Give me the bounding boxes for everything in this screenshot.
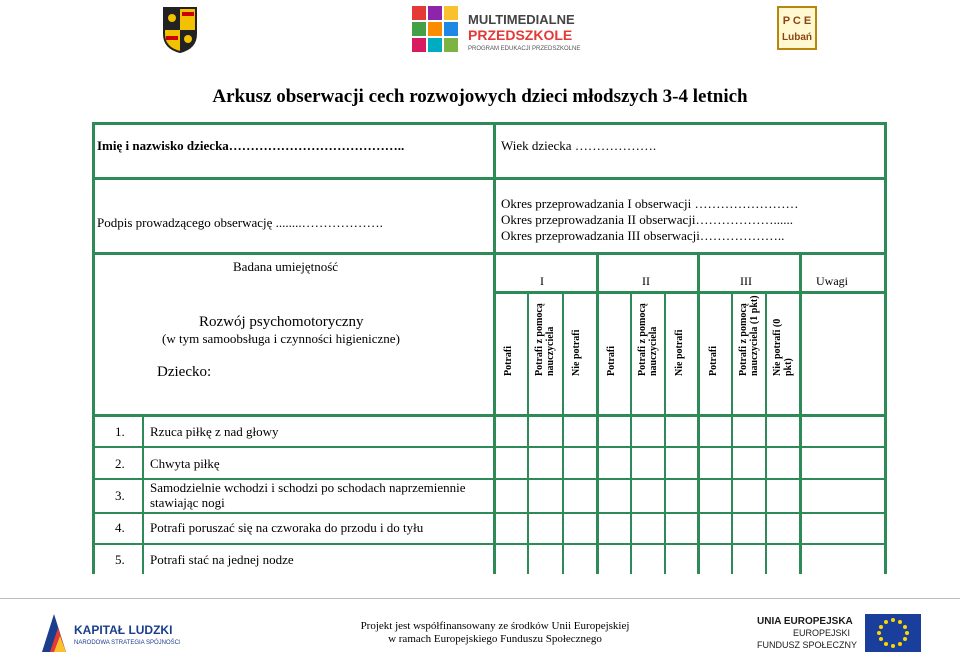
eu-social-fund-logo bbox=[755, 612, 925, 654]
kl-subtitle: NARODOWA STRATEGIA SPÓJNOŚCI bbox=[74, 640, 180, 646]
row-2-num: 2. bbox=[115, 456, 125, 471]
mp-line1: MULTIMEDIALNE bbox=[468, 12, 575, 27]
coat-of-arms-logo bbox=[160, 6, 200, 54]
document-title: Arkusz obserwacji cech rozwojowych dzieci młodszych 3-4 letnich bbox=[212, 86, 748, 107]
child-label: Dziecko: bbox=[157, 364, 212, 380]
obs-header-2: II bbox=[642, 274, 650, 288]
col-label-9: Nie potrafi (0 pkt) bbox=[772, 318, 794, 376]
notes-header: Uwagi bbox=[816, 274, 848, 288]
row-5-num: 5. bbox=[115, 552, 125, 567]
col-label-3: Nie potrafi bbox=[571, 329, 582, 376]
ue-line3: FUNDUSZ SPOŁECZNY bbox=[757, 640, 858, 650]
mp-line2: PRZEDSZKOLE bbox=[468, 27, 573, 43]
period-2-field: Okres przeprowadzania II obserwacji………………...... bbox=[501, 212, 794, 227]
footer-divider bbox=[0, 598, 960, 599]
signature-field: Podpis prowadzącego obserwację ........………………. bbox=[97, 215, 383, 230]
col-label-8: Potrafi z pomocą nauczyciela (1 pkt) bbox=[738, 295, 760, 376]
ue-line2: EUROPEJSKI bbox=[793, 628, 851, 638]
row-4-text: Potrafi poruszać się na czworaka do przodu i do tyłu bbox=[150, 520, 424, 535]
row-5-text: Potrafi stać na jednej nodze bbox=[150, 552, 294, 567]
child-age-field: Wiek dziecka ………………. bbox=[501, 138, 657, 153]
row-1-text: Rzuca piłkę z nad głowy bbox=[150, 424, 279, 439]
col-label-5: Potrafi z pomocą nauczyciela bbox=[637, 303, 659, 376]
obs-header-1: I bbox=[540, 274, 544, 288]
ue-line1: UNIA EUROPEJSKA bbox=[757, 616, 853, 627]
project-line-2: w ramach Europejskiego Funduszu Społecznego bbox=[388, 633, 602, 645]
skill-header: Badana umiejętność bbox=[233, 259, 339, 274]
row-1-num: 1. bbox=[115, 424, 125, 439]
pce-line1: P C E bbox=[782, 15, 812, 27]
period-1-field: Okres przeprowadzania I obserwacji …………………… bbox=[501, 196, 799, 211]
row-3-text: Samodzielnie wchodzi i schodzi po schodach naprzemiennie stawiając nogi bbox=[150, 480, 466, 510]
mp-line3: PROGRAM EDUKACJI PRZEDSZKOLNEJ bbox=[468, 46, 580, 52]
row-3-num: 3. bbox=[115, 488, 125, 503]
row-4-num: 4. bbox=[115, 520, 125, 535]
col-label-4: Potrafi bbox=[606, 346, 617, 376]
col-label-2: Potrafi z pomocą nauczyciela bbox=[534, 303, 556, 376]
col-label-1: Potrafi bbox=[503, 346, 514, 376]
pce-luban-logo bbox=[777, 6, 817, 50]
col-label-7: Potrafi bbox=[708, 346, 719, 376]
obs-header-3: III bbox=[740, 274, 752, 288]
row-2-text: Chwyta piłkę bbox=[150, 456, 220, 471]
section-subtitle: (w tym samoobsługa i czynności higieniczne) bbox=[162, 331, 400, 346]
col-label-6: Nie potrafi bbox=[674, 329, 685, 376]
multimedialne-przedszkole-logo bbox=[410, 4, 580, 54]
child-name-field: Imię i nazwisko dziecka………………………………….. bbox=[97, 138, 405, 153]
project-line-1: Projekt jest współfinansowany ze środków Unii Europejskiej bbox=[360, 620, 630, 632]
period-3-field: Okres przeprowadzania III obserwacji……………….. bbox=[501, 228, 785, 243]
section-title: Rozwój psychomotoryczny bbox=[199, 314, 364, 330]
pce-line2: Lubań bbox=[782, 32, 812, 43]
kl-title: KAPITAŁ LUDZKI bbox=[74, 623, 173, 637]
